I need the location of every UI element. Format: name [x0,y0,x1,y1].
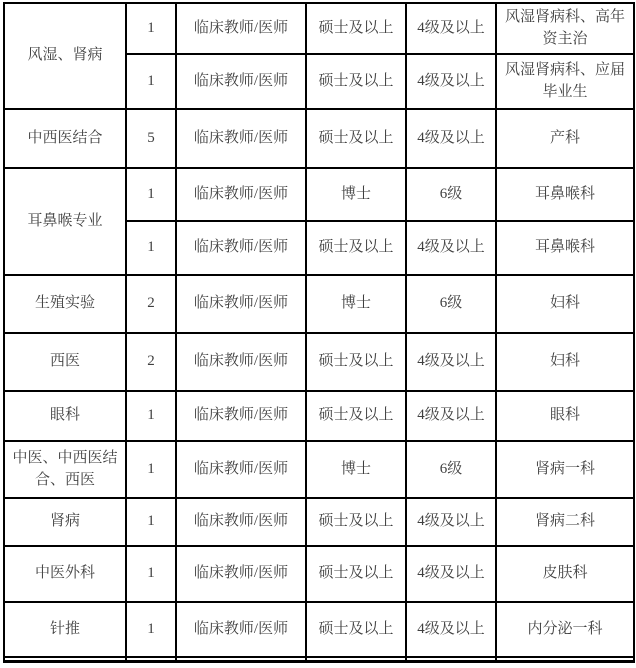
table-body [4,3,634,661]
english-cell: 4级及以上 [406,109,496,168]
partial-cell [4,657,126,661]
degree-cell: 博士 [306,275,406,333]
count-cell: 1 [126,3,176,54]
position-cell: 临床教师/医师 [176,221,306,275]
position-cell: 临床教师/医师 [176,546,306,602]
position-cell: 临床教师/医师 [176,498,306,546]
position-cell: 临床教师/医师 [176,109,306,168]
position-cell: 临床教师/医师 [176,168,306,221]
partial-cell [126,657,176,661]
count-cell: 1 [126,602,176,657]
table-row [4,109,634,168]
degree-cell: 硕士及以上 [306,221,406,275]
partial-row [4,657,634,661]
english-cell: 4级及以上 [406,391,496,441]
department-cell: 耳鼻喉科 [496,168,634,221]
specialty-cell: 中医外科 [4,546,126,602]
position-cell: 临床教师/医师 [176,441,306,498]
degree-cell: 博士 [306,168,406,221]
degree-cell: 硕士及以上 [306,602,406,657]
specialty-cell: 生殖实验 [4,275,126,333]
count-cell: 1 [126,391,176,441]
table-row [4,441,634,498]
specialty-cell: 针推 [4,602,126,657]
department-cell: 眼科 [496,391,634,441]
recruitment-table [3,2,635,663]
english-cell: 6级 [406,275,496,333]
position-cell: 临床教师/医师 [176,602,306,657]
english-cell: 4级及以上 [406,54,496,109]
count-cell: 1 [126,498,176,546]
count-cell: 1 [126,221,176,275]
department-cell: 风湿肾病科、高年资主治 [496,3,634,54]
count-cell: 2 [126,275,176,333]
count-cell: 1 [126,441,176,498]
department-cell: 风湿肾病科、应届毕业生 [496,54,634,109]
department-cell: 肾病一科 [496,441,634,498]
degree-cell: 硕士及以上 [306,391,406,441]
table-row [4,3,634,54]
table-row [4,498,634,546]
specialty-cell: 耳鼻喉专业 [4,168,126,275]
table-row [4,391,634,441]
department-cell: 妇科 [496,275,634,333]
department-cell: 产科 [496,109,634,168]
degree-cell: 硕士及以上 [306,54,406,109]
department-cell: 妇科 [496,333,634,391]
english-cell: 4级及以上 [406,498,496,546]
english-cell: 4级及以上 [406,333,496,391]
specialty-cell: 西医 [4,333,126,391]
specialty-cell: 风湿、肾病 [4,3,126,109]
specialty-cell: 中西医结合 [4,109,126,168]
specialty-cell: 眼科 [4,391,126,441]
degree-cell: 硕士及以上 [306,498,406,546]
partial-cell [406,657,496,661]
degree-cell: 硕士及以上 [306,546,406,602]
english-cell: 4级及以上 [406,546,496,602]
degree-cell: 硕士及以上 [306,109,406,168]
english-cell: 4级及以上 [406,602,496,657]
english-cell: 6级 [406,441,496,498]
department-cell: 肾病二科 [496,498,634,546]
department-cell: 皮肤科 [496,546,634,602]
department-cell: 耳鼻喉科 [496,221,634,275]
count-cell: 2 [126,333,176,391]
degree-cell: 博士 [306,441,406,498]
table-row [4,168,634,221]
position-cell: 临床教师/医师 [176,54,306,109]
partial-cell [306,657,406,661]
count-cell: 1 [126,54,176,109]
degree-cell: 硕士及以上 [306,3,406,54]
english-cell: 4级及以上 [406,221,496,275]
specialty-cell: 中医、中西医结合、西医 [4,441,126,498]
count-cell: 1 [126,168,176,221]
degree-cell: 硕士及以上 [306,333,406,391]
english-cell: 4级及以上 [406,3,496,54]
english-cell: 6级 [406,168,496,221]
table-row [4,275,634,333]
specialty-cell: 肾病 [4,498,126,546]
table-row [4,602,634,657]
department-cell: 内分泌一科 [496,602,634,657]
table-row [4,333,634,391]
position-cell: 临床教师/医师 [176,275,306,333]
count-cell: 1 [126,546,176,602]
count-cell: 5 [126,109,176,168]
table-row [4,546,634,602]
partial-cell [496,657,634,661]
position-cell: 临床教师/医师 [176,3,306,54]
position-cell: 临床教师/医师 [176,333,306,391]
partial-cell [176,657,306,661]
position-cell: 临床教师/医师 [176,391,306,441]
